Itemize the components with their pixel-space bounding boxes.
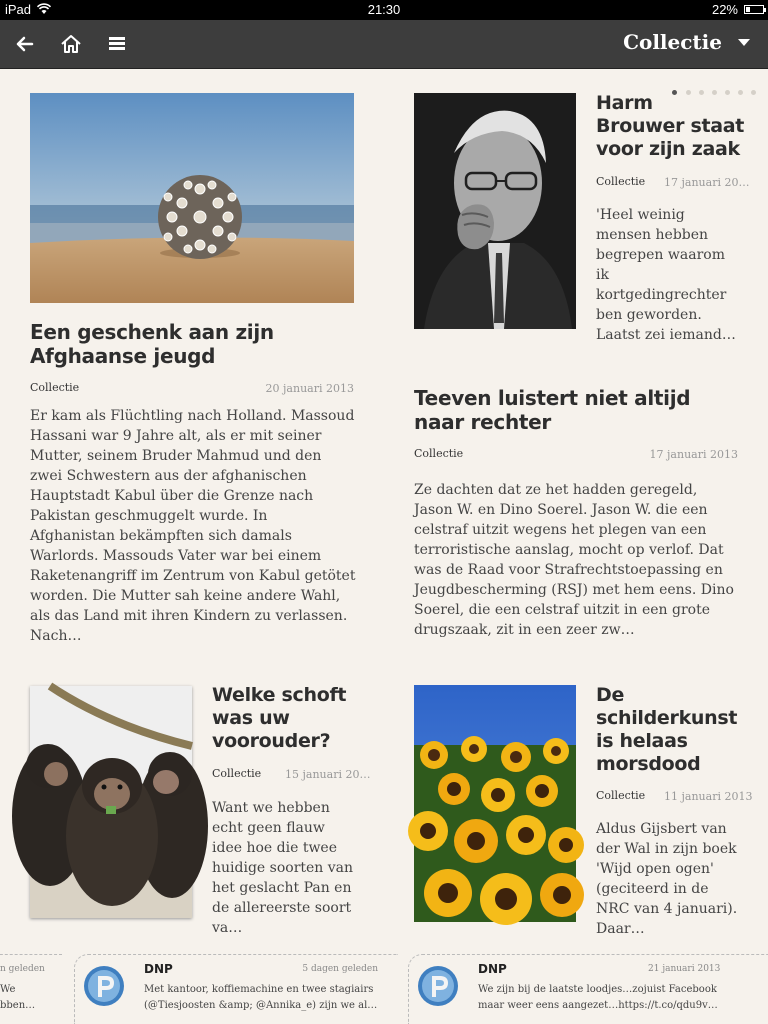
tweet-text: We zijn bij de laatste loodjes…zojuist Facebook maar weer eens aangezet…https://t.co/qdu9v… <box>478 984 718 1011</box>
article-category: Collectie <box>30 381 80 394</box>
tweet-author: DNP <box>144 962 173 976</box>
article-date: 20 januari 2013 <box>265 382 354 395</box>
article-title[interactable]: Teeven luistert niet altijd naar rechter <box>414 386 691 434</box>
article-title[interactable]: Harm Brouwer staat voor zijn zaak <box>596 92 745 160</box>
article-date: 17 januari 2013 <box>649 448 738 461</box>
article-excerpt: 'Heel weinig mensen hebben begrepen waarom ik kortgedingrechter ben geworden. Laatst zei iemand… <box>596 207 736 343</box>
device-label: iPad <box>5 2 32 17</box>
article-date: 15 januari 20… <box>285 768 371 781</box>
dnp-avatar <box>418 966 458 1006</box>
page-indicator[interactable] <box>669 80 756 86</box>
tweet-card[interactable] <box>408 948 768 1024</box>
battery-icon <box>744 5 764 14</box>
article-excerpt: Ze dachten dat ze het hadden geregeld, Jason W. en Dino Soerel. Jason W. die een celstraf uitzit wegens het plegen van een terroristische aanslag, mocht op verlof. Dat was de Raad voor Strafrechtstoepassing en Jeugdbescherming (RSJ) met hem eens. Dino Soerel, die een celstraf uitzit in een grote drugszaak, zit in een zeer zw… <box>414 482 734 638</box>
article-category: Collectie <box>414 447 464 460</box>
tweet-time: 5 dagen geleden <box>302 964 378 974</box>
page-dot[interactable] <box>751 90 756 95</box>
home-icon <box>60 34 82 54</box>
back-button[interactable] <box>10 29 40 59</box>
tweet-time: 21 januari 2013 <box>648 964 721 974</box>
home-button[interactable] <box>56 29 86 59</box>
article-image-chimpanzees[interactable] <box>30 686 192 918</box>
dnp-avatar <box>84 966 124 1006</box>
tweet-author: DNP <box>478 962 507 976</box>
article-category: Collectie <box>596 175 646 188</box>
battery-percent: 22% <box>711 2 738 17</box>
status-bar <box>0 0 768 20</box>
article-image-harm-brouwer[interactable] <box>414 93 576 329</box>
tweet-text: We bben… <box>0 984 36 1011</box>
article-category: Collectie <box>212 767 262 780</box>
article-image-sunflowers[interactable] <box>414 685 576 922</box>
article-excerpt: Aldus Gijsbert van der Wal in zijn boek 'Wijd open ogen' (geciteerd in de NRC van 4 januari). Daar… <box>596 821 738 937</box>
chevron-down-icon[interactable] <box>738 39 750 46</box>
article-excerpt: Er kam als Flüchtling nach Holland. Massoud Hassani war 9 Jahre alt, als er mit seiner Mutter, seinem Bruder Mahmud und den zwei Schwestern aus der afghanischen Hauptstadt Kabul über die Grenze nach Pakistan geschmuggelt wurde. In Afghanistan bekämpften sich damals Warlords. Massouds Vater war bei einem Raketenangriff im Zentrum von Kabul getötet worden. Die Mutter sah keine andere Wahl, als das Land mit ihren Kindern zu verlassen. Nach… <box>30 408 356 644</box>
tweet-card[interactable] <box>74 948 398 1024</box>
tweet-text: Met kantoor, koffiemachine en twee stagiairs (@Tiesjoosten &amp; @Annika_e) zijn we al… <box>144 984 378 1011</box>
tweet-time: n geleden <box>0 964 45 974</box>
article-image-mine-kafon[interactable] <box>30 93 354 303</box>
tweet-strip[interactable] <box>0 948 768 1024</box>
article-excerpt: Want we hebben echt geen flauw idee hoe die twee huidige soorten van het geslacht Pan en de allereerste soort va… <box>212 800 354 936</box>
article-category: Collectie <box>596 789 646 802</box>
back-arrow-icon <box>15 34 35 54</box>
article-title[interactable]: Welke schoft was uw voorouder? <box>212 684 347 752</box>
menu-icon <box>108 34 126 52</box>
section-title[interactable]: Collectie <box>623 30 722 54</box>
menu-button[interactable] <box>102 29 132 59</box>
article-title[interactable]: De schilderkunst is helaas morsdood <box>596 684 738 775</box>
clock: 21:30 <box>367 2 401 17</box>
tweet-card[interactable] <box>0 948 62 1024</box>
article-date: 11 januari 2013 <box>664 790 753 803</box>
article-date: 17 januari 20… <box>664 176 750 189</box>
article-title[interactable]: Een geschenk aan zijn Afghaanse jeugd <box>30 320 274 368</box>
nav-bar <box>0 20 768 69</box>
